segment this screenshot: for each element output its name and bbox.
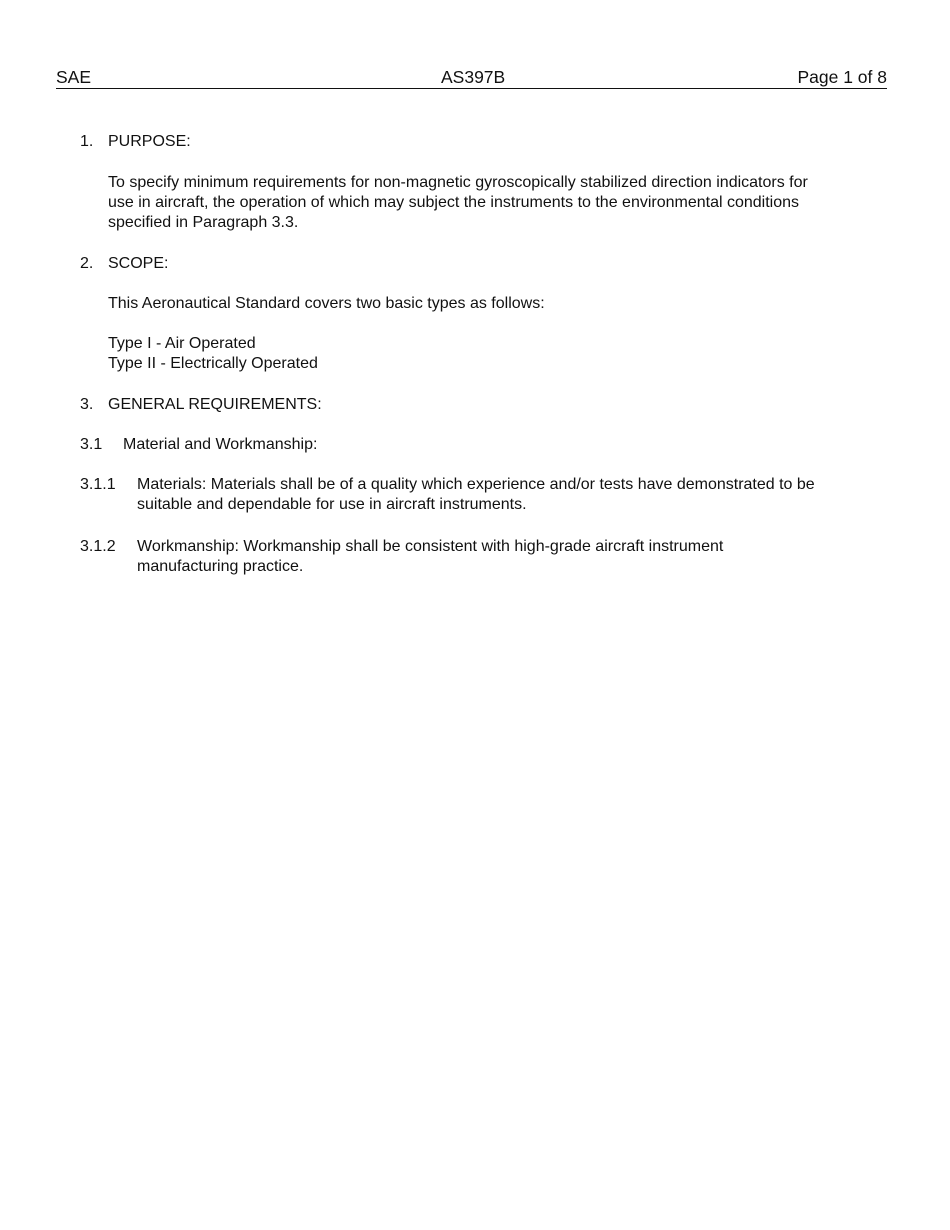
section-heading-purpose: PURPOSE: xyxy=(108,133,191,150)
workmanship-text-line-1: Workmanship: Workmanship shall be consistent with high-grade aircraft instrument xyxy=(137,538,724,555)
section-heading-general: GENERAL REQUIREMENTS: xyxy=(108,396,322,413)
page-header xyxy=(56,66,887,89)
section-heading-scope: SCOPE: xyxy=(108,255,169,272)
header-document-number: AS397B xyxy=(441,67,506,87)
section-number-purpose: 1. xyxy=(80,133,94,150)
header-organization: SAE xyxy=(56,67,92,87)
scope-intro-text: This Aeronautical Standard covers two basic types as follows: xyxy=(108,295,545,312)
section-number-scope: 2. xyxy=(80,255,94,272)
purpose-text-line-1: To specify minimum requirements for non-magnetic gyroscopically stabilized direction indicators for xyxy=(108,174,808,191)
materials-text-line-1: Materials: Materials shall be of a quality which experience and/or tests have demonstrated to be xyxy=(137,476,815,493)
section-number-workmanship: 3.1.2 xyxy=(80,538,116,555)
section-heading-material: Material and Workmanship: xyxy=(123,436,318,453)
purpose-text-line-3: specified in Paragraph 3.3. xyxy=(108,214,299,231)
scope-type-2: Type II - Electrically Operated xyxy=(108,355,318,372)
section-number-material: 3.1 xyxy=(80,436,103,453)
purpose-text-line-2: use in aircraft, the operation of which may subject the instruments to the environmental conditions xyxy=(108,194,800,211)
section-number-general: 3. xyxy=(80,396,94,413)
materials-text-line-2: suitable and dependable for use in aircraft instruments. xyxy=(137,496,527,513)
section-number-materials: 3.1.1 xyxy=(80,476,116,493)
header-page-number: Page 1 of 8 xyxy=(797,67,887,87)
scope-type-1: Type I - Air Operated xyxy=(108,335,256,352)
workmanship-text-line-2: manufacturing practice. xyxy=(137,558,304,575)
